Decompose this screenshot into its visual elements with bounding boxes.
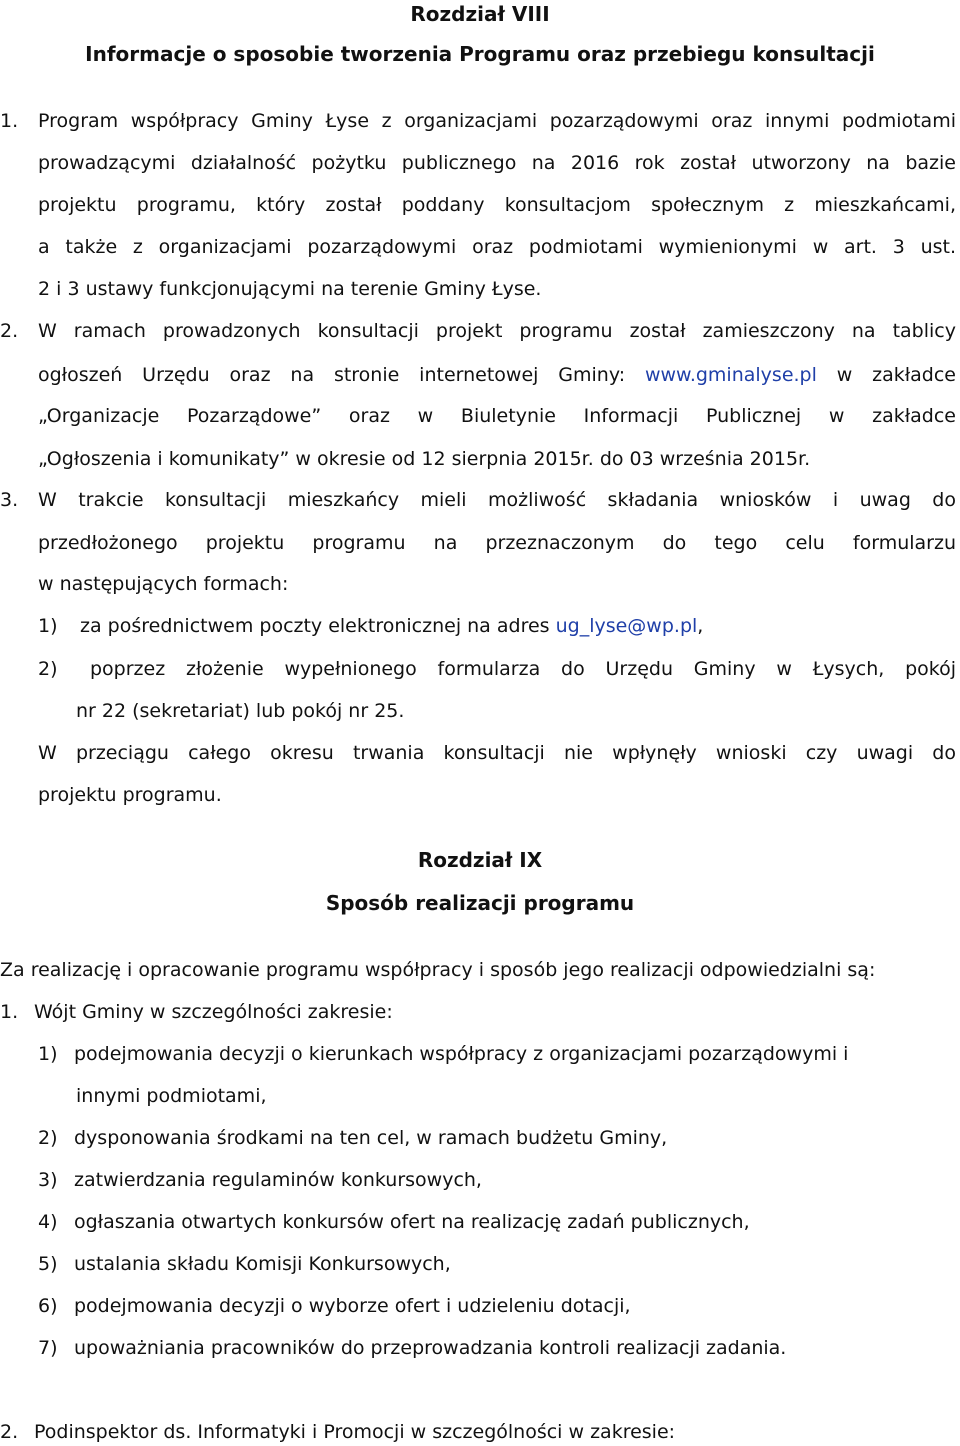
paragraph-line: W trakcie konsultacji mieszkańcy mieli możliwość składania wniosków i uwag do: [38, 489, 956, 511]
paragraph-line: 2 i 3 ustawy funkcjonującymi na terenie Gminy Łyse.: [38, 278, 542, 300]
email-link[interactable]: ug_lyse@wp.pl: [555, 615, 698, 637]
paragraph-line: przedłożonego projektu programu na przeznaczonym do tego celu formularzu: [38, 532, 956, 554]
chapter-8-subtitle: Informacje o sposobie tworzenia Programu oraz przebiegu konsultacji: [85, 42, 875, 66]
paragraph-line: „Ogłoszenia i komunikaty” w okresie od 12 sierpnia 2015r. do 03 września 2015r.: [38, 448, 811, 470]
text-fragment: w zakładce: [816, 364, 956, 386]
text-fragment: za pośrednictwem poczty elektronicznej na adres: [80, 615, 556, 637]
paragraph-line-with-link: [38, 361, 956, 389]
subitem-text: zatwierdzania regulaminów konkursowych,: [74, 1169, 482, 1191]
item-number: 1.: [0, 1001, 19, 1023]
subitem-number: 1): [38, 615, 58, 637]
item-number: 2.: [0, 320, 19, 342]
paragraph-line: prowadzącymi działalność pożytku publicznego na 2016 rok został utworzony na bazie: [38, 152, 956, 174]
paragraph-line: Program współpracy Gminy Łyse z organizacjami pozarządowymi oraz innymi podmiotami: [38, 110, 956, 132]
paragraph-line: W ramach prowadzonych konsultacji projekt programu został zamieszczony na tablicy: [38, 320, 956, 342]
paragraph-line: w następujących formach:: [38, 573, 289, 595]
subitem-text: podejmowania decyzji o wyborze ofert i udzieleniu dotacji,: [74, 1295, 631, 1317]
subitem-line: poprzez złożenie wypełnionego formularza do Urzędu Gminy w Łysych, pokój: [90, 658, 956, 680]
subitem-line: nr 22 (sekretariat) lub pokój nr 25.: [76, 700, 405, 722]
website-link[interactable]: www.gminalyse.pl: [644, 364, 817, 386]
paragraph-line: W przeciągu całego okresu trwania konsultacji nie wpłynęły wnioski czy uwagi do: [38, 742, 956, 764]
text-fragment: ,: [697, 615, 704, 637]
subitem-number: 1): [38, 1043, 58, 1065]
subitem-text-continued: innymi podmiotami,: [76, 1085, 267, 1107]
chapter-9-title: Rozdział IX: [417, 848, 543, 872]
paragraph-line: a także z organizacjami pozarządowymi oraz podmiotami wymienionymi w art. 3 ust.: [38, 236, 956, 258]
subitem-number: 3): [38, 1169, 58, 1191]
item-text: Podinspektor ds. Informatyki i Promocji w szczególności w zakresie:: [34, 1421, 676, 1443]
item-number: 3.: [0, 489, 19, 511]
paragraph-line: projektu programu.: [38, 784, 222, 806]
subitem-number: 7): [38, 1337, 58, 1359]
item-number: 1.: [0, 110, 19, 132]
subitem-text: upoważniania pracowników do przeprowadzania kontroli realizacji zadania.: [74, 1337, 787, 1359]
subitem-text: ogłaszania otwartych konkursów ofert na realizację zadań publicznych,: [74, 1211, 750, 1233]
subitem-number: 6): [38, 1295, 58, 1317]
subitem-line-with-link: [80, 612, 703, 640]
subitem-text: podejmowania decyzji o kierunkach współpracy z organizacjami pozarządowymi i: [74, 1043, 849, 1065]
item-number: 2.: [0, 1421, 19, 1443]
item-text: Wójt Gminy w szczególności zakresie:: [34, 1001, 393, 1023]
subitem-text: dysponowania środkami na ten cel, w ramach budżetu Gminy,: [74, 1127, 668, 1149]
subitem-number: 2): [38, 1127, 58, 1149]
chapter-9-subtitle: Sposób realizacji programu: [325, 891, 635, 915]
chapter-8-title: Rozdział VIII: [410, 2, 550, 26]
chapter-intro: Za realizację i opracowanie programu współpracy i sposób jego realizacji odpowiedzialni są:: [0, 959, 876, 981]
subitem-number: 2): [38, 658, 58, 680]
paragraph-line: projektu programu, który został poddany konsultacjom społecznym z mieszkańcami,: [38, 194, 956, 216]
subitem-number: 4): [38, 1211, 58, 1233]
subitem-number: 5): [38, 1253, 58, 1275]
paragraph-line: „Organizacje Pozarządowe” oraz w Biuletynie Informacji Publicznej w zakładce: [38, 405, 956, 427]
text-fragment: ogłoszeń Urzędu oraz na stronie internetowej Gminy:: [38, 364, 645, 386]
subitem-text: ustalania składu Komisji Konkursowych,: [74, 1253, 451, 1275]
